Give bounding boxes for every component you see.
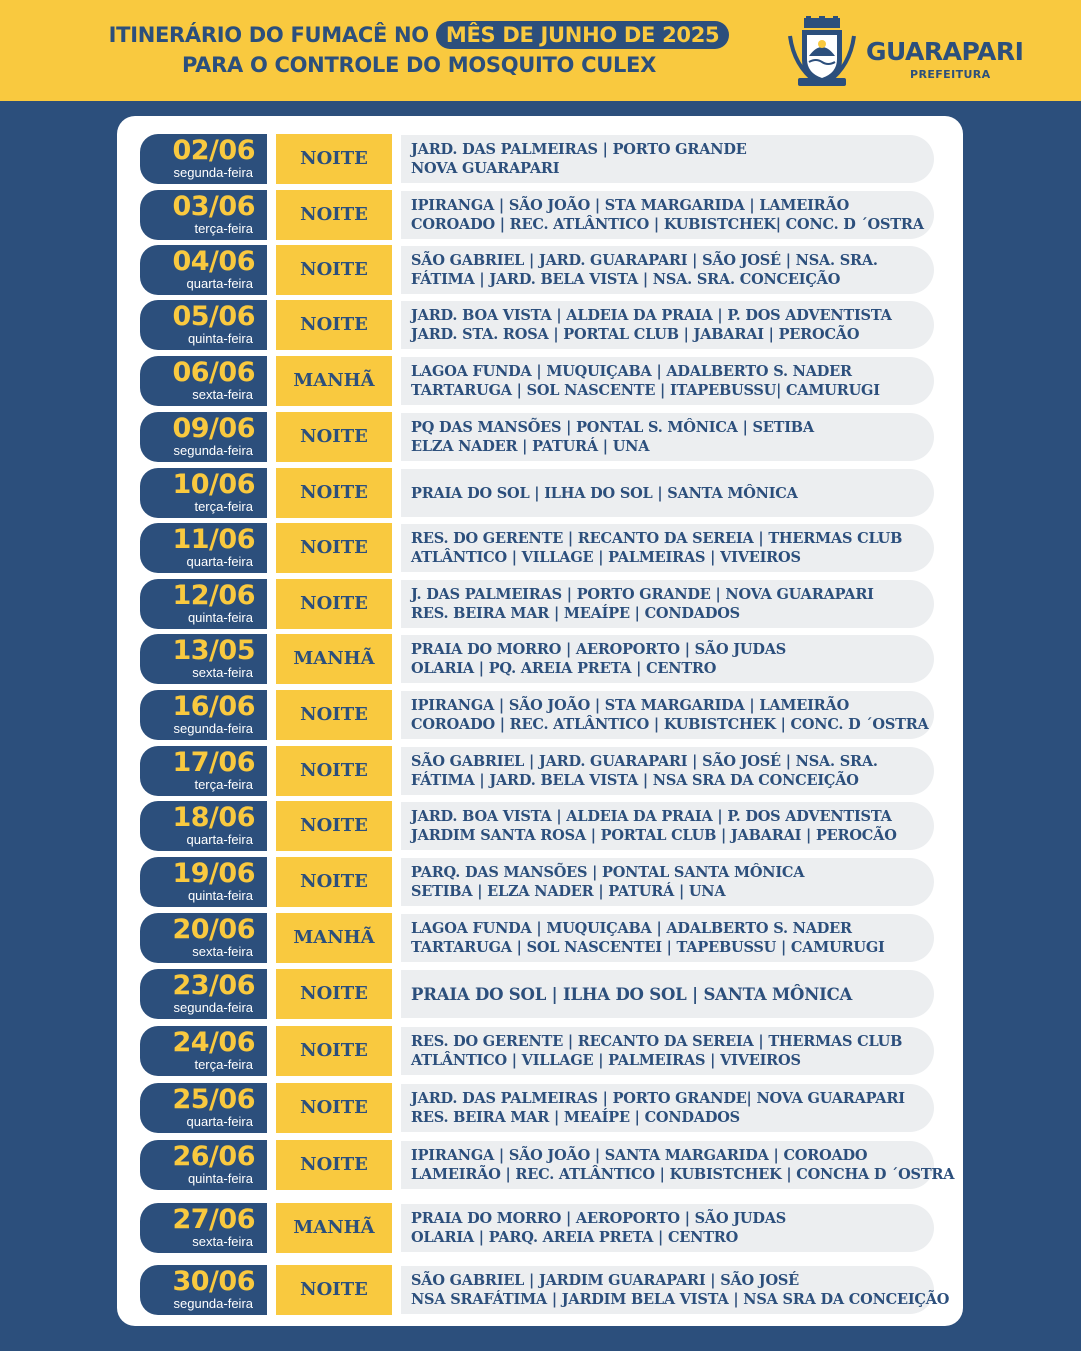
neighborhoods-line-1: PARQ. DAS MANSÕES | PONTAL SANTA MÔNICA [411, 864, 805, 881]
neighborhoods-line-1: PQ DAS MANSÕES | PONTAL S. MÔNICA | SETIBA [411, 419, 814, 436]
neighborhoods [401, 1084, 934, 1132]
neighborhoods-line-1: LAGOA FUNDA | MUQUIÇABA | ADALBERTO S. NADER [411, 363, 852, 380]
header-banner [0, 0, 1081, 101]
neighborhoods-line-2: NSA SRAFÁTIMA | JARDIM BELA VISTA | NSA SRA DA CONCEIÇÃO [411, 1291, 950, 1308]
weekday-label: sexta-feira [192, 1234, 253, 1249]
neighborhoods-line-2: NOVA GUARAPARI [411, 160, 560, 177]
date-number: 11/06 [172, 524, 255, 555]
neighborhoods-line-1: SÃO GABRIEL | JARDIM GUARAPARI | SÃO JOSÉ [411, 1272, 800, 1289]
period-label: MANHÃ [276, 913, 392, 963]
weekday-label: quarta-feira [186, 554, 253, 569]
neighborhoods-line-2: COROADO | REC. ATLÂNTICO | KUBISTCHEK| CONC. D ´OSTRA [411, 216, 924, 233]
schedule-row [140, 913, 936, 963]
neighborhoods-line-2: OLARIA | PQ. AREIA PRETA | CENTRO [411, 660, 717, 677]
neighborhoods-line-1: JARD. DAS PALMEIRAS | PORTO GRANDE| NOVA GUARAPARI [411, 1090, 905, 1107]
neighborhoods-line-2: JARDIM SANTA ROSA | PORTAL CLUB | JABARAI | PEROCÃO [411, 827, 897, 844]
neighborhoods-line-2: LAMEIRÃO | REC. ATLÂNTICO | KUBISTCHEK | CONCHA D ´OSTRA [411, 1166, 955, 1183]
neighborhoods [401, 301, 934, 349]
schedule-row [140, 634, 936, 684]
month-highlight: MÊS DE JUNHO DE 2025 [436, 21, 729, 49]
date-badge [140, 1026, 267, 1076]
neighborhoods-line-2: ELZA NADER | PATURÁ | UNA [411, 438, 650, 455]
neighborhoods [401, 246, 934, 294]
weekday-label: sexta-feira [192, 944, 253, 959]
neighborhoods-line-1: SÃO GABRIEL | JARD. GUARAPARI | SÃO JOSÉ | NSA. SRA. [411, 252, 878, 269]
date-badge [140, 190, 267, 240]
schedule-row [140, 190, 936, 240]
date-badge [140, 356, 267, 406]
date-number: 27/06 [172, 1204, 255, 1235]
date-number: 30/06 [172, 1266, 255, 1297]
date-badge [140, 1083, 267, 1133]
date-badge [140, 1203, 267, 1253]
date-number: 24/06 [172, 1027, 255, 1058]
neighborhoods-line-2: ATLÂNTICO | VILLAGE | PALMEIRAS | VIVEIROS [411, 1052, 801, 1069]
schedule-row [140, 746, 936, 796]
neighborhoods-line-2: RES. BEIRA MAR | MEAÍPE | CONDADOS [411, 1109, 740, 1126]
period-label: NOITE [276, 746, 392, 796]
date-badge [140, 468, 267, 518]
date-number: 17/06 [172, 747, 255, 778]
neighborhoods [401, 691, 934, 739]
neighborhoods [401, 970, 934, 1018]
neighborhoods [401, 357, 934, 405]
schedule-row [140, 1265, 950, 1315]
schedule-row [140, 134, 936, 184]
neighborhoods [401, 1266, 950, 1314]
date-number: 26/06 [172, 1141, 255, 1172]
date-badge [140, 245, 267, 295]
date-number: 19/06 [172, 858, 255, 889]
weekday-label: sexta-feira [192, 387, 253, 402]
period-label: MANHÃ [276, 1203, 392, 1253]
neighborhoods-line-1: PRAIA DO SOL | ILHA DO SOL | SANTA MÔNICA [411, 484, 798, 502]
neighborhoods [401, 413, 934, 461]
date-number: 12/06 [172, 580, 255, 611]
period-label: NOITE [276, 690, 392, 740]
neighborhoods-line-2: TARTARUGA | SOL NASCENTE | ITAPEBUSSU| CAMURUGI [411, 382, 880, 399]
neighborhoods-line-1: RES. DO GERENTE | RECANTO DA SEREIA | THERMAS CLUB [411, 530, 903, 547]
neighborhoods [401, 524, 934, 572]
date-badge [140, 412, 267, 462]
date-number: 13/05 [172, 635, 255, 666]
period-label: NOITE [276, 523, 392, 573]
neighborhoods-line-2: JARD. STA. ROSA | PORTAL CLUB | JABARAI | PEROCÃO [411, 326, 860, 343]
weekday-label: segunda-feira [173, 721, 253, 736]
neighborhoods-line-1: PRAIA DO MORRO | AEROPORTO | SÃO JUDAS [411, 1210, 787, 1227]
neighborhoods-line-1: J. DAS PALMEIRAS | PORTO GRANDE | NOVA GUARAPARI [411, 586, 874, 603]
date-badge [140, 579, 267, 629]
weekday-label: segunda-feira [173, 1296, 253, 1311]
neighborhoods-line-2: OLARIA | PARQ. AREIA PRETA | CENTRO [411, 1229, 739, 1246]
date-badge [140, 1140, 267, 1190]
period-label: NOITE [276, 245, 392, 295]
period-label: NOITE [276, 468, 392, 518]
brand-name: GUARAPARI [866, 37, 1024, 66]
neighborhoods-line-2: COROADO | REC. ATLÂNTICO | KUBISTCHEK | CONC. D ´OSTRA [411, 716, 929, 733]
schedule-row [140, 857, 936, 907]
weekday-label: segunda-feira [173, 1000, 253, 1015]
schedule-row [140, 969, 936, 1019]
period-label: NOITE [276, 969, 392, 1019]
weekday-label: quarta-feira [186, 276, 253, 291]
neighborhoods-line-1: PRAIA DO MORRO | AEROPORTO | SÃO JUDAS [411, 641, 787, 658]
weekday-label: terça-feira [194, 777, 253, 792]
weekday-label: terça-feira [194, 499, 253, 514]
schedule-row [140, 579, 936, 629]
weekday-label: quinta-feira [187, 610, 253, 625]
page-title [84, 20, 754, 80]
period-label: NOITE [276, 579, 392, 629]
date-number: 18/06 [172, 802, 255, 833]
title-text: ITINERÁRIO DO FUMACÊ NO [108, 23, 429, 47]
neighborhoods-line-1: IPIRANGA | SÃO JOÃO | STA MARGARIDA | LAMEIRÃO [411, 197, 850, 214]
city-crest-icon [786, 16, 858, 88]
neighborhoods-line-1: IPIRANGA | SÃO JOÃO | SANTA MARGARIDA | COROADO [411, 1147, 868, 1164]
schedule-row [140, 300, 936, 350]
date-badge [140, 1265, 267, 1315]
neighborhoods [401, 747, 934, 795]
neighborhoods [401, 802, 934, 850]
date-number: 05/06 [172, 301, 255, 332]
date-number: 03/06 [172, 191, 255, 222]
weekday-label: quinta-feira [187, 331, 253, 346]
weekday-label: segunda-feira [173, 443, 253, 458]
date-badge [140, 300, 267, 350]
date-number: 04/06 [172, 246, 255, 277]
period-label: NOITE [276, 1026, 392, 1076]
date-badge [140, 523, 267, 573]
period-label: NOITE [276, 857, 392, 907]
neighborhoods [401, 469, 934, 517]
date-number: 06/06 [172, 357, 255, 388]
period-label: NOITE [276, 190, 392, 240]
date-number: 16/06 [172, 691, 255, 722]
neighborhoods-line-2: RES. BEIRA MAR | MEAÍPE | CONDADOS [411, 605, 740, 622]
schedule-row [140, 468, 936, 518]
date-badge [140, 634, 267, 684]
date-badge [140, 746, 267, 796]
date-badge [140, 969, 267, 1019]
date-badge [140, 134, 267, 184]
neighborhoods-line-2: SETIBA | ELZA NADER | PATURÁ | UNA [411, 883, 726, 900]
period-label: MANHÃ [276, 356, 392, 406]
period-label: NOITE [276, 1083, 392, 1133]
neighborhoods-line-1: JARD. DAS PALMEIRAS | PORTO GRANDE [411, 141, 747, 158]
date-number: 20/06 [172, 914, 255, 945]
neighborhoods [401, 914, 934, 962]
date-badge [140, 857, 267, 907]
neighborhoods-line-2: FÁTIMA | JARD. BELA VISTA | NSA. SRA. CONCEIÇÃO [411, 271, 841, 288]
date-number: 09/06 [172, 413, 255, 444]
neighborhoods-line-1: SÃO GABRIEL | JARD. GUARAPARI | SÃO JOSÉ | NSA. SRA. [411, 753, 878, 770]
neighborhoods [401, 635, 934, 683]
neighborhoods-line-2: ATLÂNTICO | VILLAGE | PALMEIRAS | VIVEIROS [411, 549, 801, 566]
neighborhoods [401, 1141, 955, 1189]
schedule-row [140, 1203, 936, 1253]
period-label: NOITE [276, 412, 392, 462]
neighborhoods [401, 1204, 934, 1252]
schedule-row [140, 690, 936, 740]
neighborhoods-line-1: JARD. BOA VISTA | ALDEIA DA PRAIA | P. DOS ADVENTISTA [411, 307, 892, 324]
period-label: NOITE [276, 134, 392, 184]
date-number: 10/06 [172, 469, 255, 500]
neighborhoods [401, 858, 934, 906]
weekday-label: quinta-feira [187, 888, 253, 903]
schedule-row [140, 523, 936, 573]
neighborhoods-line-1: IPIRANGA | SÃO JOÃO | STA MARGARIDA | LAMEIRÃO [411, 697, 850, 714]
weekday-label: terça-feira [194, 221, 253, 236]
schedule-row [140, 412, 936, 462]
neighborhoods-line-1: LAGOA FUNDA | MUQUIÇABA | ADALBERTO S. NADER [411, 920, 852, 937]
period-label: NOITE [276, 1265, 392, 1315]
period-label: MANHÃ [276, 634, 392, 684]
date-badge [140, 690, 267, 740]
weekday-label: quarta-feira [186, 832, 253, 847]
neighborhoods [401, 1027, 934, 1075]
schedule-row [140, 356, 936, 406]
brand-subtitle: PREFEITURA [910, 68, 991, 81]
neighborhoods-line-1: PRAIA DO SOL | ILHA DO SOL | SANTA MÔNICA [411, 984, 853, 1004]
period-label: NOITE [276, 801, 392, 851]
title-line-2: PARA O CONTROLE DO MOSQUITO CULEX [182, 53, 656, 77]
schedule-row [140, 1140, 955, 1190]
date-badge [140, 801, 267, 851]
neighborhoods [401, 191, 934, 239]
date-number: 02/06 [172, 135, 255, 166]
schedule-row [140, 1026, 936, 1076]
schedule-row [140, 1083, 936, 1133]
period-label: NOITE [276, 1140, 392, 1190]
date-number: 25/06 [172, 1084, 255, 1115]
date-badge [140, 913, 267, 963]
weekday-label: quinta-feira [187, 1171, 253, 1186]
title-line-1 [84, 20, 754, 50]
weekday-label: terça-feira [194, 1057, 253, 1072]
weekday-label: segunda-feira [173, 165, 253, 180]
neighborhoods-line-2: TARTARUGA | SOL NASCENTEI | TAPEBUSSU | CAMURUGI [411, 939, 885, 956]
period-label: NOITE [276, 300, 392, 350]
date-number: 23/06 [172, 970, 255, 1001]
neighborhoods [401, 135, 934, 183]
schedule-row [140, 245, 936, 295]
weekday-label: sexta-feira [192, 665, 253, 680]
guarapari-logo [786, 16, 1036, 88]
neighborhoods-line-2: FÁTIMA | JARD. BELA VISTA | NSA SRA DA CONCEIÇÃO [411, 772, 859, 789]
schedule-row [140, 801, 936, 851]
neighborhoods [401, 580, 934, 628]
weekday-label: quarta-feira [186, 1114, 253, 1129]
neighborhoods-line-1: RES. DO GERENTE | RECANTO DA SEREIA | THERMAS CLUB [411, 1033, 903, 1050]
neighborhoods-line-1: JARD. BOA VISTA | ALDEIA DA PRAIA | P. DOS ADVENTISTA [411, 808, 892, 825]
